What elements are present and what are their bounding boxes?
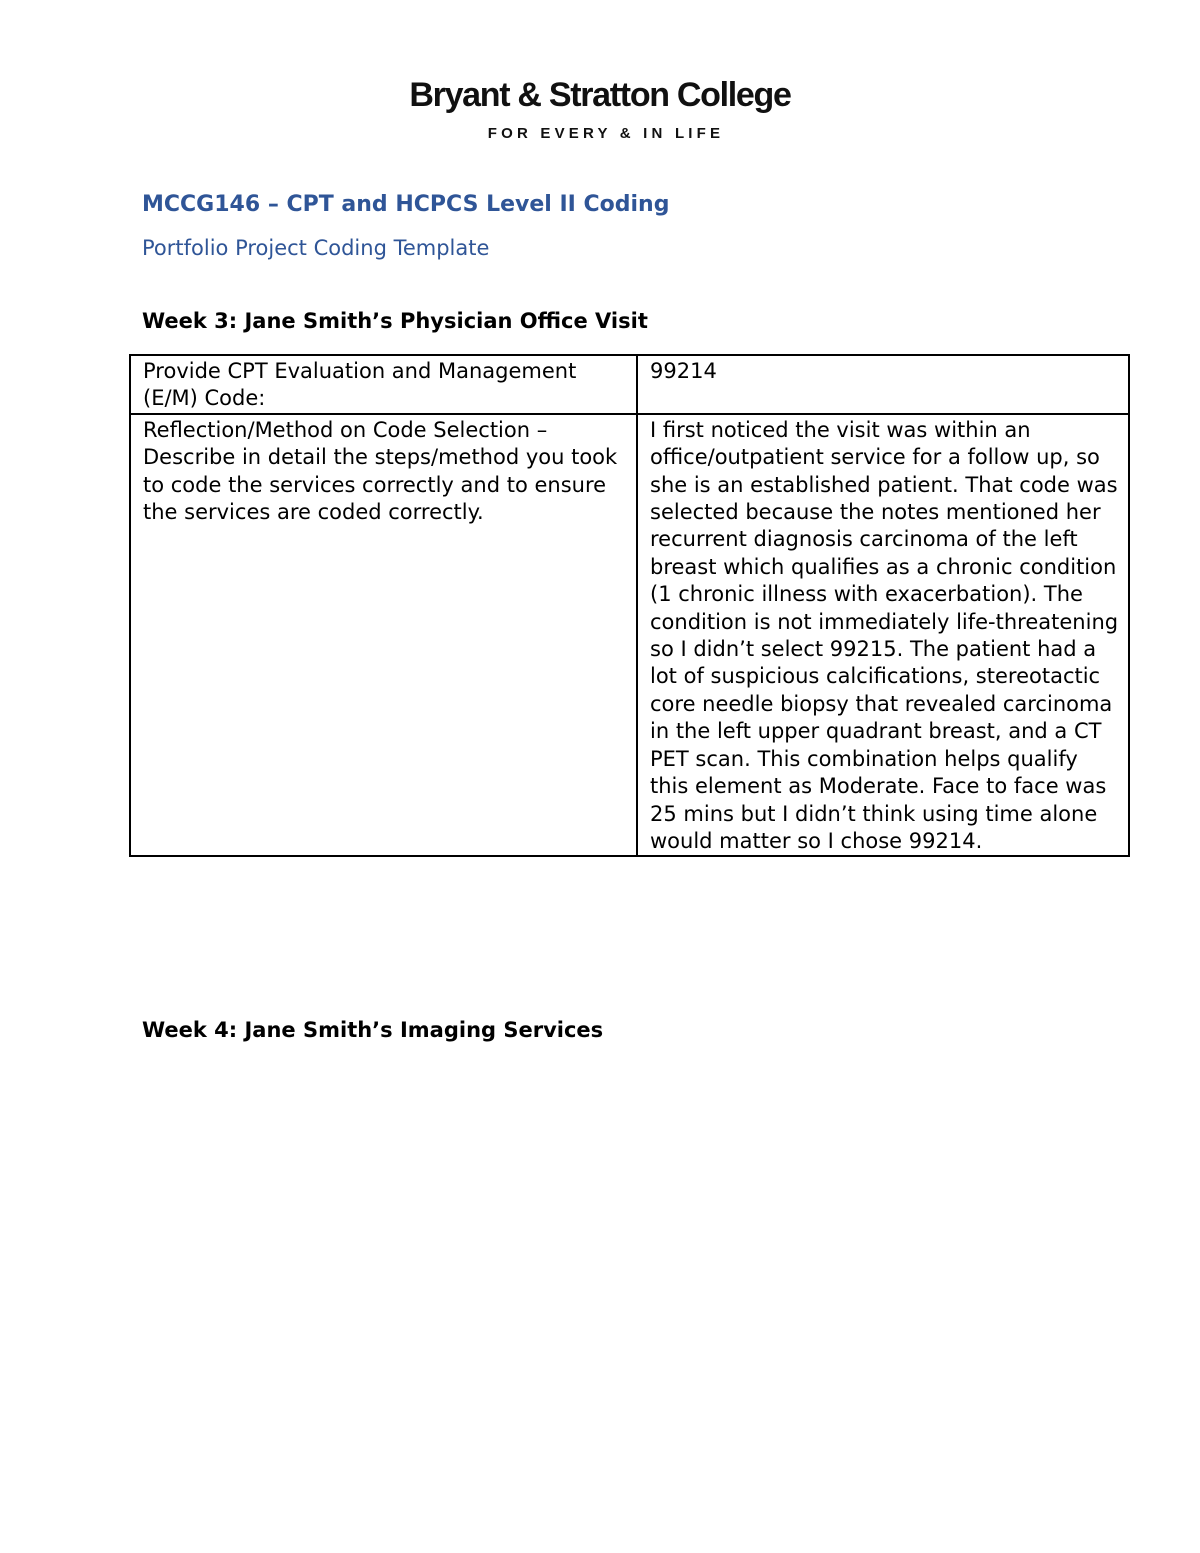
em-code-value: 99214 (637, 355, 1129, 414)
logo-tagline: FOR EVERY & IN LIFE (487, 125, 725, 142)
logo-name: Bryant & Stratton College (409, 76, 791, 114)
week3-coding-table (129, 354, 1130, 857)
table-row (130, 414, 1129, 857)
em-code-label: Provide CPT Evaluation and Management (E/M) Code: (130, 355, 637, 414)
reflection-label: Reflection/Method on Code Selection – Describe in detail the steps/method you took to code the services correctly and to ensure the services are coded correctly. (130, 414, 637, 857)
course-subtitle: Portfolio Project Coding Template (142, 236, 490, 260)
reflection-value: I first noticed the visit was within an office/outpatient service for a follow up, so she is an established patient. That code was selected because the notes mentioned her recurrent diagnosis carcinoma of the left breast which qualifies as a chronic condition (1 chronic illness with exacerbation). The condition is not immediately life-threatening so I didn’t select 99215. The patient had a lot of suspicious calcifications, stereotactic core needle biopsy that revealed carcinoma in the left upper quadrant breast, and a CT PET scan. This combination helps qualify this element as Moderate. Face to face was 25 mins but I didn’t think using time alone would matter so I chose 99214. (637, 414, 1129, 857)
table-row (130, 355, 1129, 414)
week3-heading: Week 3: Jane Smith’s Physician Office Visit (142, 309, 648, 333)
college-logo (0, 76, 1200, 115)
course-title: MCCG146 – CPT and HCPCS Level II Coding (142, 192, 670, 217)
week4-heading: Week 4: Jane Smith’s Imaging Services (142, 1018, 604, 1042)
